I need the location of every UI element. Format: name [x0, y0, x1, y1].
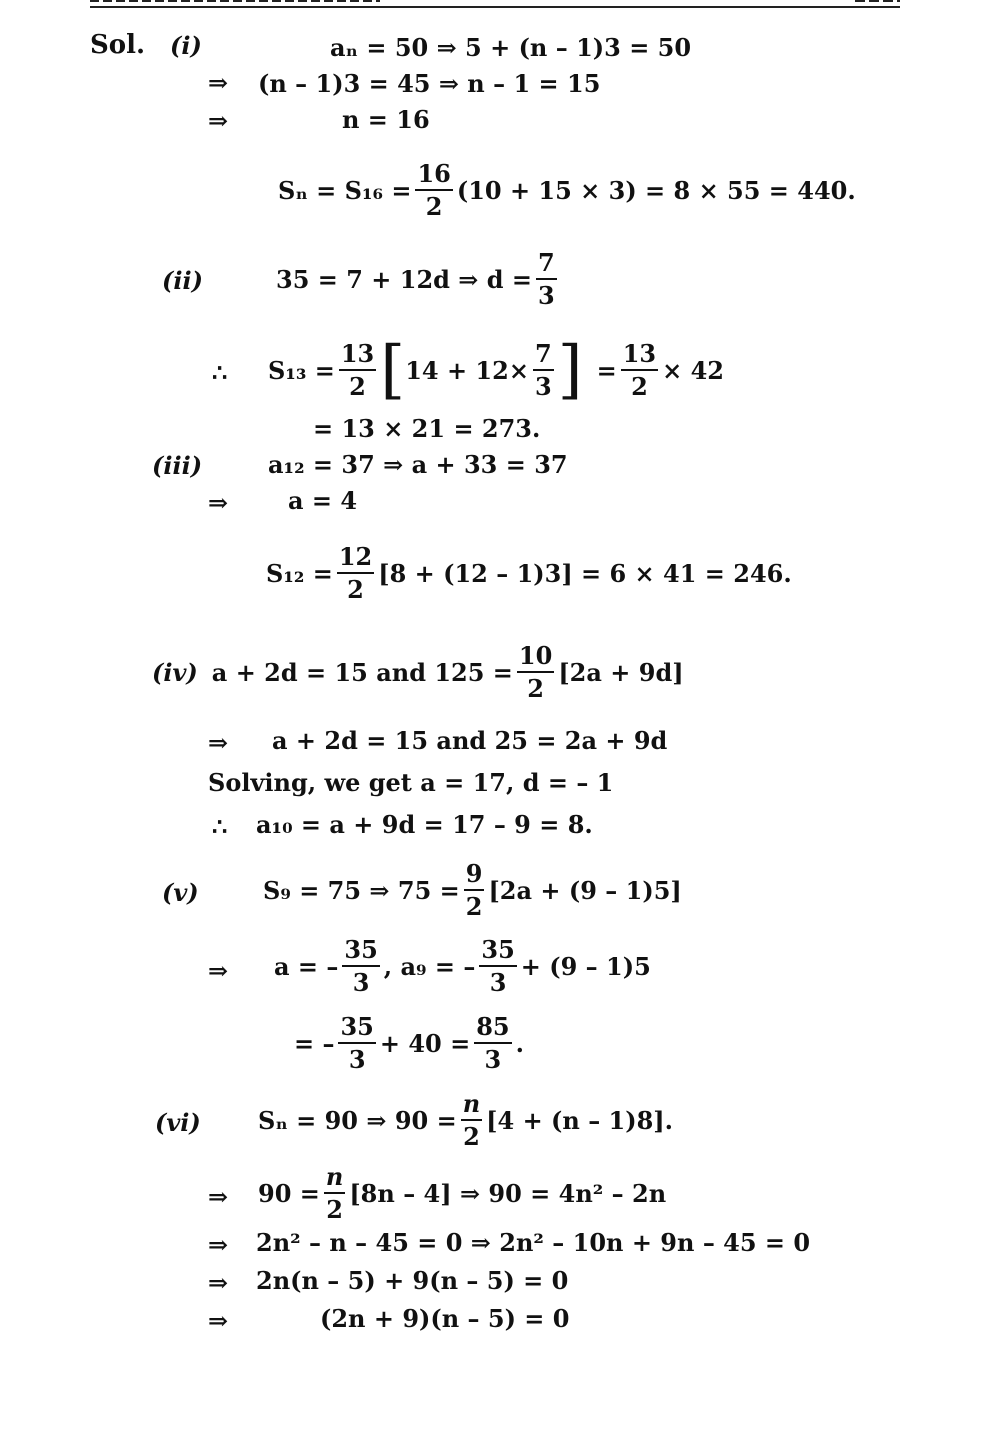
- ii-line-2: [268, 333, 724, 407]
- vi-l2-pre: 90 =: [258, 1178, 320, 1208]
- denominator: 2: [631, 372, 648, 401]
- ii-l2-inner: 14 + 12×: [405, 355, 529, 385]
- denominator: 2: [425, 192, 443, 221]
- left-bracket: [: [380, 333, 406, 407]
- fraction: [324, 1161, 345, 1224]
- v-l2-mid: , a₉ = –: [383, 951, 476, 981]
- part-label-ii: (ii): [162, 266, 203, 295]
- fraction: [337, 541, 374, 604]
- numerator: 85: [474, 1014, 511, 1044]
- denominator: 2: [349, 372, 366, 401]
- i-l4-pre: Sₙ = S₁₆ =: [278, 175, 412, 205]
- denominator: 2: [465, 892, 483, 921]
- denominator: 3: [352, 968, 370, 997]
- v-l1-pre: S₉ = 75 ⇒ 75 =: [263, 875, 460, 905]
- fraction: [621, 338, 658, 401]
- fraction: [474, 1011, 511, 1074]
- numerator: 13: [339, 341, 376, 371]
- vi-l2-post: [8n – 4] ⇒ 90 = 4n² – 2n: [349, 1178, 667, 1208]
- numerator: 7: [536, 250, 557, 280]
- iii-l3-post: [8 + (12 – 1)3] = 6 × 41 = 246.: [378, 558, 792, 588]
- denominator: 3: [537, 281, 555, 310]
- fraction: [517, 640, 554, 703]
- arrow-i-3: ⇒: [208, 106, 229, 135]
- numerator: 35: [479, 937, 516, 967]
- numerator: n: [461, 1091, 482, 1121]
- v-l3-post: .: [515, 1028, 524, 1058]
- denominator: 3: [484, 1045, 502, 1074]
- vi-line-4: 2n(n – 5) + 9(n – 5) = 0: [256, 1265, 569, 1295]
- fraction: [533, 338, 554, 401]
- v-l2-post: + (9 – 1)5: [520, 951, 651, 981]
- iii-l3-pre: S₁₂ =: [266, 558, 333, 588]
- denominator: 2: [347, 575, 364, 604]
- page-header-rule: [90, 0, 900, 8]
- part-label-iii: (iii): [152, 451, 203, 480]
- arrow-v-2: ⇒: [208, 956, 229, 985]
- numerator: 13: [621, 341, 658, 371]
- iv-line-4: a₁₀ = a + 9d = 17 – 9 = 8.: [256, 809, 593, 839]
- denominator: 3: [534, 372, 552, 401]
- v-l2-pre: a = –: [274, 951, 339, 981]
- iv-line-3: Solving, we get a = 17, d = – 1: [208, 767, 614, 797]
- ii-line-1: [276, 247, 561, 310]
- part-label-i: (i): [170, 31, 202, 60]
- fraction: [464, 858, 485, 921]
- denominator: 2: [463, 1122, 480, 1151]
- i-line-4: [278, 158, 856, 221]
- fraction: [461, 1088, 482, 1151]
- numerator: 35: [342, 937, 379, 967]
- vi-l1-post: [4 + (n – 1)8].: [486, 1105, 674, 1135]
- vi-line-2: [258, 1161, 667, 1224]
- iii-line-3: [266, 541, 792, 604]
- denominator: 2: [326, 1195, 343, 1224]
- i-line-2: (n – 1)3 = 45 ⇒ n – 1 = 15: [258, 68, 601, 98]
- numerator: 7: [533, 341, 554, 371]
- arrow-vi-5: ⇒: [208, 1306, 229, 1335]
- fraction: [479, 934, 516, 997]
- numerator: 9: [464, 861, 485, 891]
- arrow-i-2: ⇒: [208, 68, 229, 97]
- v-line-3: [294, 1011, 524, 1074]
- ii-l2-pre: S₁₃ =: [268, 355, 335, 385]
- v-l3-pre: = –: [294, 1028, 335, 1058]
- v-l3-mid: + 40 =: [379, 1028, 471, 1058]
- denominator: 2: [527, 674, 544, 703]
- i-l4-post: (10 + 15 × 3) = 8 × 55 = 440.: [456, 175, 856, 205]
- i-line-1: aₙ = 50 ⇒ 5 + (n – 1)3 = 50: [330, 32, 692, 62]
- arrow-vi-3: ⇒: [208, 1230, 229, 1259]
- fraction: [415, 158, 452, 221]
- ii-l1-pre: 35 = 7 + 12d ⇒ d =: [276, 264, 532, 294]
- v-line-1: [263, 858, 682, 921]
- denominator: 3: [489, 968, 507, 997]
- iv-line-2: a + 2d = 15 and 25 = 2a + 9d: [272, 725, 668, 755]
- vi-line-1: [258, 1088, 674, 1151]
- ii-l2-eq: =: [596, 355, 617, 385]
- vi-l1-pre: Sₙ = 90 ⇒ 90 =: [258, 1105, 457, 1135]
- ii-line-3: = 13 × 21 = 273.: [313, 413, 541, 443]
- i-line-3: n = 16: [342, 104, 430, 134]
- numerator: 10: [517, 643, 554, 673]
- numerator: n: [324, 1164, 345, 1194]
- numerator: 35: [338, 1014, 375, 1044]
- v-l1-post: [2a + (9 – 1)5]: [488, 875, 682, 905]
- page-number-cut: [855, 0, 900, 2]
- therefore-iv: ∴: [212, 812, 228, 841]
- iv-l1-pre: a + 2d = 15 and 125 =: [211, 657, 513, 687]
- part-label-iv: (iv): [152, 657, 198, 687]
- v-line-2: [274, 934, 651, 997]
- iv-line-1: [152, 640, 684, 703]
- arrow-iii-2: ⇒: [208, 488, 229, 517]
- part-label-vi: (vi): [155, 1108, 201, 1137]
- right-bracket: ]: [557, 333, 583, 407]
- header-text-cut: [90, 0, 380, 2]
- arrow-vi-2: ⇒: [208, 1182, 229, 1211]
- numerator: 16: [415, 161, 452, 191]
- iii-line-1: a₁₂ = 37 ⇒ a + 33 = 37: [268, 449, 568, 479]
- therefore-ii: ∴: [212, 358, 228, 387]
- fraction: [536, 247, 557, 310]
- iv-l1-post: [2a + 9d]: [558, 657, 684, 687]
- solution-label: Sol.: [90, 30, 146, 60]
- vi-line-3: 2n² – n – 45 = 0 ⇒ 2n² – 10n + 9n – 45 = 0: [256, 1227, 811, 1257]
- arrow-vi-4: ⇒: [208, 1268, 229, 1297]
- iii-line-2: a = 4: [288, 485, 358, 515]
- ii-l2-post: × 42: [662, 355, 724, 385]
- part-label-v: (v): [162, 878, 199, 907]
- numerator: 12: [337, 544, 374, 574]
- fraction: [339, 338, 376, 401]
- vi-line-5: (2n + 9)(n – 5) = 0: [320, 1303, 570, 1333]
- denominator: 3: [348, 1045, 366, 1074]
- fraction: [342, 934, 379, 997]
- arrow-iv-2: ⇒: [208, 728, 229, 757]
- fraction: [338, 1011, 375, 1074]
